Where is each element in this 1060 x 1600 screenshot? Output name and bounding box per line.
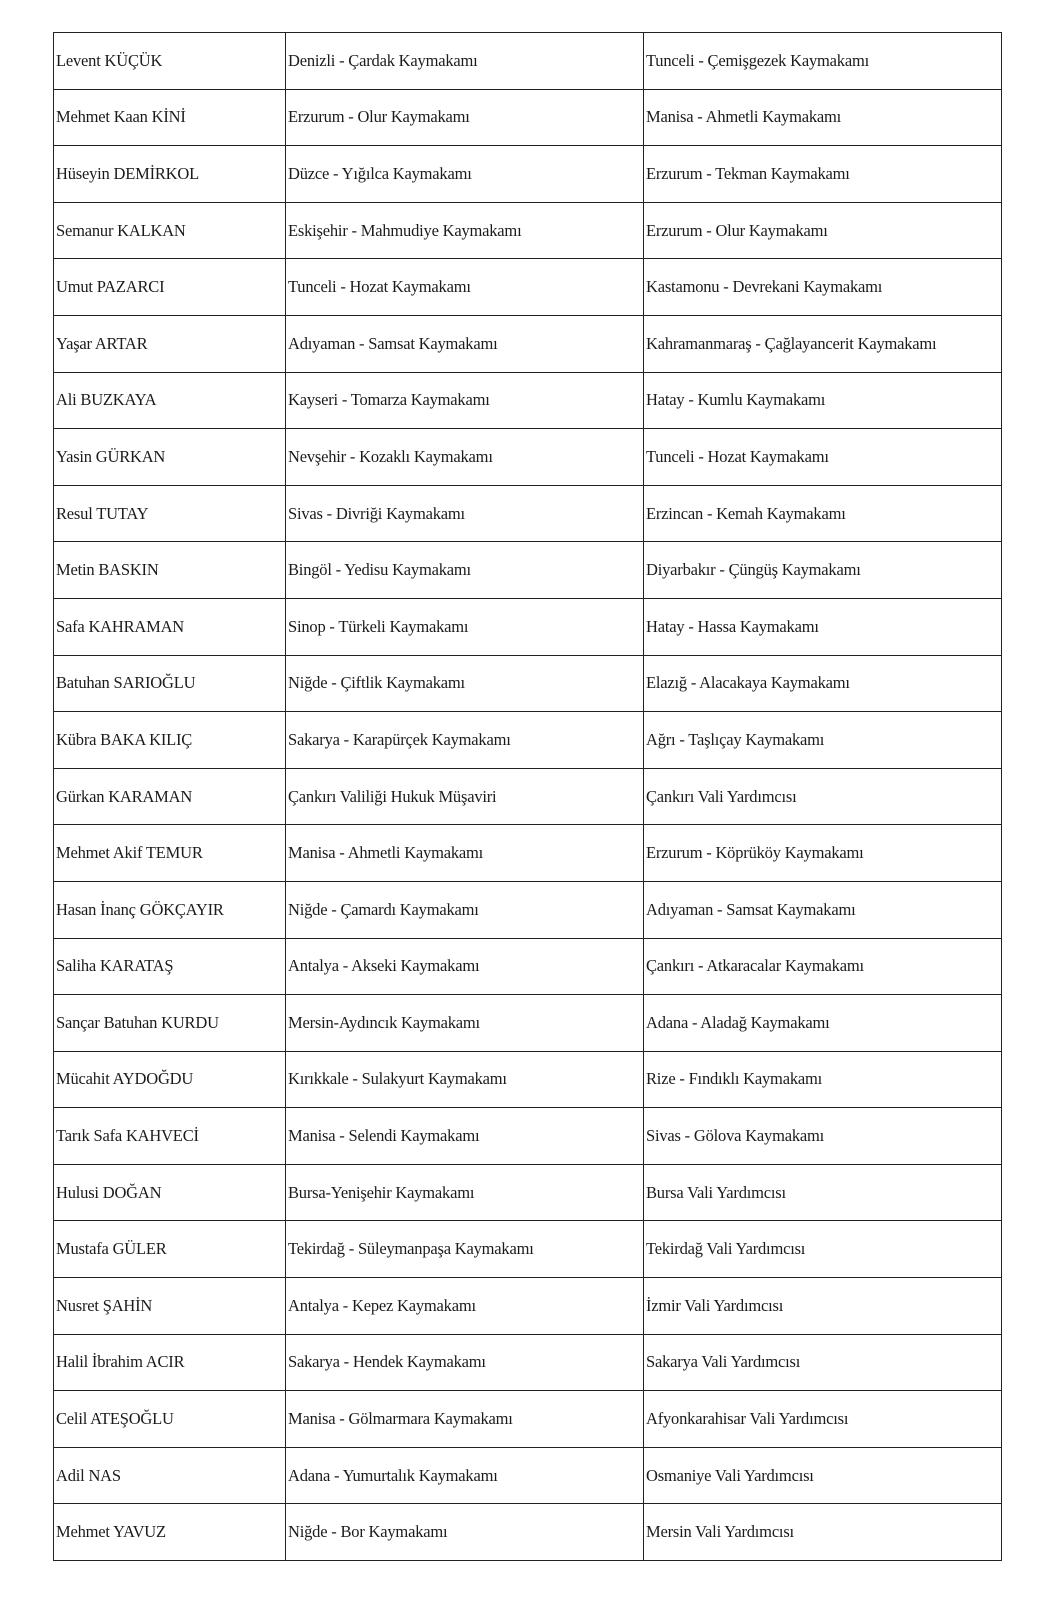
new-post-cell: Adana - Aladağ Kaymakamı <box>644 995 1002 1052</box>
table-row <box>54 768 1002 825</box>
person-name-cell: Levent KÜÇÜK <box>54 33 286 90</box>
table-row <box>54 1164 1002 1221</box>
current-post-cell: Bingöl - Yedisu Kaymakamı <box>286 542 644 599</box>
new-post-cell: Tunceli - Hozat Kaymakamı <box>644 429 1002 486</box>
new-post-cell: Sivas - Gölova Kaymakamı <box>644 1108 1002 1165</box>
table-row <box>54 825 1002 882</box>
current-post-cell: Kayseri - Tomarza Kaymakamı <box>286 372 644 429</box>
new-post-cell: Mersin Vali Yardımcısı <box>644 1504 1002 1561</box>
table-row <box>54 259 1002 316</box>
table-row <box>54 1278 1002 1335</box>
new-post-cell: Manisa - Ahmetli Kaymakamı <box>644 89 1002 146</box>
table-row <box>54 372 1002 429</box>
person-name-cell: Nusret ŞAHİN <box>54 1278 286 1335</box>
table-row <box>54 1504 1002 1561</box>
new-post-cell: Adıyaman - Samsat Kaymakamı <box>644 881 1002 938</box>
new-post-cell: Hatay - Hassa Kaymakamı <box>644 598 1002 655</box>
current-post-cell: Mersin-Aydıncık Kaymakamı <box>286 995 644 1052</box>
table-row <box>54 1391 1002 1448</box>
current-post-cell: Denizli - Çardak Kaymakamı <box>286 33 644 90</box>
current-post-cell: Sakarya - Karapürçek Kaymakamı <box>286 712 644 769</box>
person-name-cell: Mücahit AYDOĞDU <box>54 1051 286 1108</box>
person-name-cell: Halil İbrahim ACIR <box>54 1334 286 1391</box>
table-row <box>54 1447 1002 1504</box>
current-post-cell: Sivas - Divriği Kaymakamı <box>286 485 644 542</box>
person-name-cell: Kübra BAKA KILIÇ <box>54 712 286 769</box>
person-name-cell: Umut PAZARCI <box>54 259 286 316</box>
person-name-cell: Mehmet Akif TEMUR <box>54 825 286 882</box>
person-name-cell: Semanur KALKAN <box>54 202 286 259</box>
new-post-cell: Tunceli - Çemişgezek Kaymakamı <box>644 33 1002 90</box>
new-post-cell: Tekirdağ Vali Yardımcısı <box>644 1221 1002 1278</box>
new-post-cell: Hatay - Kumlu Kaymakamı <box>644 372 1002 429</box>
current-post-cell: Antalya - Akseki Kaymakamı <box>286 938 644 995</box>
new-post-cell: Erzurum - Tekman Kaymakamı <box>644 146 1002 203</box>
current-post-cell: Bursa-Yenişehir Kaymakamı <box>286 1164 644 1221</box>
table-row <box>54 1051 1002 1108</box>
current-post-cell: Manisa - Gölmarmara Kaymakamı <box>286 1391 644 1448</box>
new-post-cell: Kastamonu - Devrekani Kaymakamı <box>644 259 1002 316</box>
person-name-cell: Ali BUZKAYA <box>54 372 286 429</box>
appointments-table-body <box>54 33 1002 1561</box>
new-post-cell: Çankırı Vali Yardımcısı <box>644 768 1002 825</box>
table-row <box>54 146 1002 203</box>
current-post-cell: Çankırı Valiliği Hukuk Müşaviri <box>286 768 644 825</box>
current-post-cell: Niğde - Çamardı Kaymakamı <box>286 881 644 938</box>
new-post-cell: Osmaniye Vali Yardımcısı <box>644 1447 1002 1504</box>
table-row <box>54 938 1002 995</box>
current-post-cell: Erzurum - Olur Kaymakamı <box>286 89 644 146</box>
person-name-cell: Metin BASKIN <box>54 542 286 599</box>
new-post-cell: Erzurum - Köprüköy Kaymakamı <box>644 825 1002 882</box>
table-row <box>54 429 1002 486</box>
table-row <box>54 1334 1002 1391</box>
current-post-cell: Sinop - Türkeli Kaymakamı <box>286 598 644 655</box>
person-name-cell: Resul TUTAY <box>54 485 286 542</box>
person-name-cell: Hulusi DOĞAN <box>54 1164 286 1221</box>
person-name-cell: Celil ATEŞOĞLU <box>54 1391 286 1448</box>
current-post-cell: Eskişehir - Mahmudiye Kaymakamı <box>286 202 644 259</box>
new-post-cell: Sakarya Vali Yardımcısı <box>644 1334 1002 1391</box>
current-post-cell: Manisa - Selendi Kaymakamı <box>286 1108 644 1165</box>
table-row <box>54 33 1002 90</box>
current-post-cell: Sakarya - Hendek Kaymakamı <box>286 1334 644 1391</box>
new-post-cell: Afyonkarahisar Vali Yardımcısı <box>644 1391 1002 1448</box>
new-post-cell: Bursa Vali Yardımcısı <box>644 1164 1002 1221</box>
person-name-cell: Mehmet YAVUZ <box>54 1504 286 1561</box>
person-name-cell: Adil NAS <box>54 1447 286 1504</box>
current-post-cell: Niğde - Çiftlik Kaymakamı <box>286 655 644 712</box>
person-name-cell: Safa KAHRAMAN <box>54 598 286 655</box>
new-post-cell: Diyarbakır - Çüngüş Kaymakamı <box>644 542 1002 599</box>
current-post-cell: Nevşehir - Kozaklı Kaymakamı <box>286 429 644 486</box>
person-name-cell: Hüseyin DEMİRKOL <box>54 146 286 203</box>
new-post-cell: İzmir Vali Yardımcısı <box>644 1278 1002 1335</box>
current-post-cell: Adana - Yumurtalık Kaymakamı <box>286 1447 644 1504</box>
person-name-cell: Tarık Safa KAHVECİ <box>54 1108 286 1165</box>
person-name-cell: Gürkan KARAMAN <box>54 768 286 825</box>
current-post-cell: Tekirdağ - Süleymanpaşa Kaymakamı <box>286 1221 644 1278</box>
person-name-cell: Sançar Batuhan KURDU <box>54 995 286 1052</box>
new-post-cell: Ağrı - Taşlıçay Kaymakamı <box>644 712 1002 769</box>
person-name-cell: Batuhan SARIOĞLU <box>54 655 286 712</box>
table-row <box>54 1221 1002 1278</box>
table-row <box>54 1108 1002 1165</box>
table-row <box>54 485 1002 542</box>
table-row <box>54 995 1002 1052</box>
current-post-cell: Antalya - Kepez Kaymakamı <box>286 1278 644 1335</box>
current-post-cell: Manisa - Ahmetli Kaymakamı <box>286 825 644 882</box>
new-post-cell: Çankırı - Atkaracalar Kaymakamı <box>644 938 1002 995</box>
appointments-table <box>53 32 1002 1561</box>
person-name-cell: Saliha KARATAŞ <box>54 938 286 995</box>
table-row <box>54 202 1002 259</box>
table-row <box>54 89 1002 146</box>
current-post-cell: Adıyaman - Samsat Kaymakamı <box>286 315 644 372</box>
current-post-cell: Niğde - Bor Kaymakamı <box>286 1504 644 1561</box>
table-row <box>54 655 1002 712</box>
current-post-cell: Tunceli - Hozat Kaymakamı <box>286 259 644 316</box>
new-post-cell: Erzincan - Kemah Kaymakamı <box>644 485 1002 542</box>
new-post-cell: Rize - Fındıklı Kaymakamı <box>644 1051 1002 1108</box>
new-post-cell: Elazığ - Alacakaya Kaymakamı <box>644 655 1002 712</box>
table-row <box>54 712 1002 769</box>
table-row <box>54 598 1002 655</box>
table-row <box>54 542 1002 599</box>
person-name-cell: Yasin GÜRKAN <box>54 429 286 486</box>
table-row <box>54 315 1002 372</box>
person-name-cell: Mehmet Kaan KİNİ <box>54 89 286 146</box>
current-post-cell: Düzce - Yığılca Kaymakamı <box>286 146 644 203</box>
person-name-cell: Mustafa GÜLER <box>54 1221 286 1278</box>
person-name-cell: Hasan İnanç GÖKÇAYIR <box>54 881 286 938</box>
table-row <box>54 881 1002 938</box>
new-post-cell: Kahramanmaraş - Çağlayancerit Kaymakamı <box>644 315 1002 372</box>
person-name-cell: Yaşar ARTAR <box>54 315 286 372</box>
new-post-cell: Erzurum - Olur Kaymakamı <box>644 202 1002 259</box>
current-post-cell: Kırıkkale - Sulakyurt Kaymakamı <box>286 1051 644 1108</box>
